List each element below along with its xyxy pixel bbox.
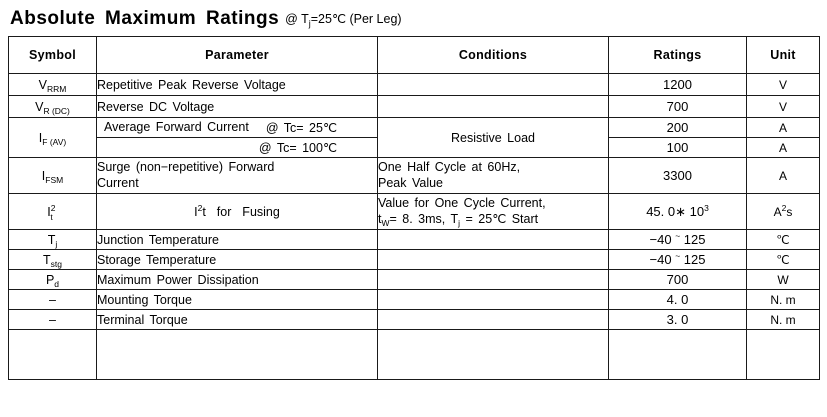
conditions-if-av: Resistive Load <box>378 118 609 158</box>
rating-vrrm: 1200 <box>609 74 747 96</box>
table-row <box>9 290 820 310</box>
column-header-unit: Unit <box>747 37 820 74</box>
parameter-i2t-sup: 2 <box>197 202 203 213</box>
symbol-base: P <box>45 272 55 287</box>
rating-terminal-torque: 3. 0 <box>609 310 747 330</box>
conditions-terminal-torque <box>378 310 609 330</box>
title-condition <box>285 11 401 29</box>
parameter-tj: Junction Temperature <box>97 230 378 250</box>
table-row <box>9 270 820 290</box>
unit-tstg: ℃ <box>747 250 820 270</box>
symbol-terminal-torque: – <box>9 310 97 330</box>
symbol-mounting-torque: – <box>9 290 97 310</box>
rating-ifsm: 3300 <box>609 158 747 194</box>
unit-i2t: $A^2s$ <box>747 194 820 230</box>
rating-vr-dc: 700 <box>609 96 747 118</box>
conditions-ifsm-line1: One Half Cycle at 60Hz, <box>378 159 521 174</box>
symbol-base: I <box>41 168 46 183</box>
page-title <box>10 8 819 30</box>
blank-parameter <box>97 330 378 380</box>
parameter-if-av-cond-2-cell <box>97 138 378 158</box>
unit-if-av-25c: A <box>747 118 820 138</box>
symbol-subscript: FSM <box>45 174 64 185</box>
parameter-ifsm-line1: Surge (non−repetitive) Forward <box>97 159 275 174</box>
table-row <box>9 230 820 250</box>
table-row-blank <box>9 330 820 380</box>
table-row <box>9 118 820 138</box>
symbol-i2t-sub: t <box>50 211 53 222</box>
table-header-row <box>9 37 820 74</box>
table-row <box>9 158 820 194</box>
symbol-ifsm <box>9 158 97 194</box>
conditions-ifsm-line2: Peak Value <box>378 175 444 190</box>
unit-if-av-100c: A <box>747 138 820 158</box>
parameter-pd: Maximum Power Dissipation <box>97 270 378 290</box>
unit-vrrm: V <box>747 74 820 96</box>
title-condition-suffix: =25℃ (Per Leg) <box>310 12 402 26</box>
blank-unit <box>747 330 820 380</box>
table-row <box>9 96 820 118</box>
parameter-ifsm-line2: Current <box>97 175 139 190</box>
unit-terminal-torque: N. m <box>747 310 820 330</box>
title-text: Absolute Maximum Ratings <box>10 8 280 29</box>
rating-i2t: 45. 0∗ $10^3$ <box>609 194 747 230</box>
symbol-subscript: F (AV) <box>42 136 67 147</box>
parameter-if-av <box>97 118 378 138</box>
conditions-vrrm <box>378 74 609 96</box>
symbol-base: T <box>47 232 56 247</box>
conditions-pd <box>378 270 609 290</box>
symbol-base: V <box>35 99 44 114</box>
unit-tj: ℃ <box>747 230 820 250</box>
symbol-subscript: RRM <box>46 83 67 94</box>
absolute-maximum-ratings-table <box>8 36 820 380</box>
blank-symbol <box>9 330 97 380</box>
symbol-pd <box>9 270 97 290</box>
parameter-vrrm: Repetitive Peak Reverse Voltage <box>97 74 378 96</box>
rating-if-av-100c: 100 <box>609 138 747 158</box>
symbol-vr-dc <box>9 96 97 118</box>
rating-if-av-25c: 200 <box>609 118 747 138</box>
parameter-if-av-cond-2: @ Tc= 100℃ <box>258 141 337 155</box>
symbol-subscript: j <box>55 238 58 249</box>
rating-tj: −40 ~ 125 <box>609 230 747 250</box>
rating-mounting-torque: 4. 0 <box>609 290 747 310</box>
symbol-base: I <box>38 130 43 145</box>
symbol-subscript: stg <box>50 258 62 269</box>
symbol-if-av <box>9 118 97 158</box>
parameter-terminal-torque: Terminal Torque <box>97 310 378 330</box>
column-header-conditions: Conditions <box>378 37 609 74</box>
symbol-tstg <box>9 250 97 270</box>
conditions-i2t <box>378 194 609 230</box>
table-row <box>9 194 820 230</box>
parameter-if-av-cond-1: @ Tc= 25℃ <box>265 121 337 135</box>
parameter-vr-dc: Reverse DC Voltage <box>97 96 378 118</box>
table-row <box>9 310 820 330</box>
conditions-mounting-torque <box>378 290 609 310</box>
conditions-i2t-line1: Value for One Cycle Current, <box>378 195 546 210</box>
parameter-i2t: $I^2t$ for Fusing <box>97 194 378 230</box>
symbol-base: T <box>43 252 51 267</box>
symbol-tj <box>9 230 97 250</box>
table-row <box>9 250 820 270</box>
blank-conditions <box>378 330 609 380</box>
column-header-symbol: Symbol <box>9 37 97 74</box>
unit-ifsm: A <box>747 158 820 194</box>
title-condition-prefix: @ T <box>285 12 309 26</box>
rating-pd: 700 <box>609 270 747 290</box>
symbol-subscript: R (DC) <box>43 105 70 116</box>
unit-mounting-torque: N. m <box>747 290 820 310</box>
parameter-if-av-text: Average Forward Current <box>104 120 249 134</box>
conditions-vr-dc <box>378 96 609 118</box>
column-header-ratings: Ratings <box>609 37 747 74</box>
table-row <box>9 74 820 96</box>
symbol-base: V <box>38 77 47 92</box>
conditions-tj <box>378 230 609 250</box>
unit-pd: W <box>747 270 820 290</box>
symbol-i2t-sup: 2 <box>50 202 56 213</box>
unit-vr-dc: V <box>747 96 820 118</box>
parameter-tstg: Storage Temperature <box>97 250 378 270</box>
symbol-subscript: d <box>54 278 60 289</box>
title-condition-sub: j <box>308 18 311 29</box>
blank-rating <box>609 330 747 380</box>
column-header-parameter: Parameter <box>97 37 378 74</box>
conditions-tstg <box>378 250 609 270</box>
conditions-ifsm <box>378 158 609 194</box>
symbol-vrrm <box>9 74 97 96</box>
rating-tstg: −40 ~ 125 <box>609 250 747 270</box>
parameter-ifsm <box>97 158 378 194</box>
parameter-mounting-torque: Mounting Torque <box>97 290 378 310</box>
symbol-i2t: $I^2_t$ <box>9 194 97 230</box>
conditions-i2t-line2: $t_W= 8$. 3ms, $T_j$ = 25℃ Start <box>378 211 539 228</box>
